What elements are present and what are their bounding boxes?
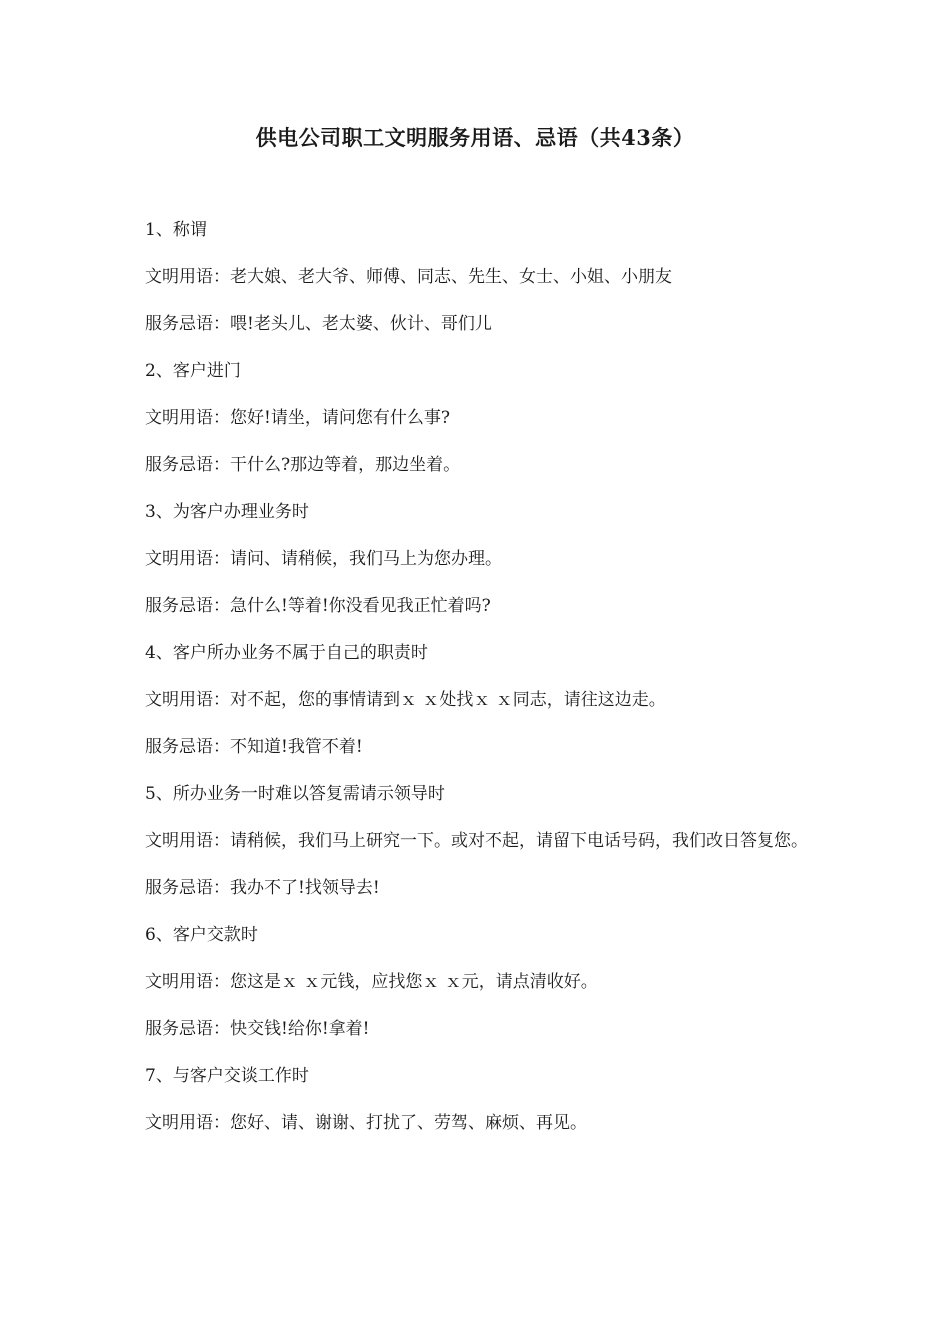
polite-phrases: 文明用语：老大娘、老大爷、师傅、同志、先生、女士、小姐、小朋友 (145, 267, 672, 287)
section-heading: 7、与客户交谈工作时 (145, 1066, 309, 1086)
section-5 (145, 782, 810, 900)
polite-phrases: 文明用语：请稍候，我们马上研究一下。或对不起，请留下电话号码，我们改日答复您。 (145, 831, 808, 851)
section-heading: 6、客户交款时 (145, 925, 258, 945)
polite-phrases: 文明用语：请问、请稍候，我们马上为您办理。 (145, 549, 502, 569)
polite-phrases: 文明用语：您好!请坐，请问您有什么事? (145, 408, 450, 428)
section-heading: 5、所办业务一时难以答复需请示领导时 (145, 784, 445, 804)
document-title: 供电公司职工文明服务用语、忌语（共43条） (255, 125, 695, 150)
taboo-phrases: 服务忌语：不知道!我管不着! (145, 737, 363, 757)
polite-phrases: 文明用语：对不起，您的事情请到ｘ ｘ处找ｘ ｘ同志，请往这边走。 (145, 690, 666, 710)
section-heading: 1、称谓 (145, 220, 207, 240)
taboo-phrases: 服务忌语：干什么?那边等着，那边坐着。 (145, 455, 461, 475)
taboo-phrases: 服务忌语：快交钱!给你!拿着! (145, 1019, 370, 1039)
section-7 (145, 1064, 810, 1135)
polite-phrases: 文明用语：您好、请、谢谢、打扰了、劳驾、麻烦、再见。 (145, 1113, 587, 1133)
section-4 (145, 641, 810, 759)
section-3 (145, 500, 810, 618)
section-heading: 4、客户所办业务不属于自己的职责时 (145, 643, 428, 663)
section-6 (145, 923, 810, 1041)
section-heading: 3、为客户办理业务时 (145, 502, 309, 522)
taboo-phrases: 服务忌语：急什么!等着!你没看见我正忙着吗? (145, 596, 491, 616)
taboo-phrases: 服务忌语：我办不了!找领导去! (145, 878, 380, 898)
polite-phrases: 文明用语：您这是ｘ ｘ元钱，应找您ｘ ｘ元，请点清收好。 (145, 972, 598, 992)
taboo-phrases: 服务忌语：喂!老头儿、老太婆、伙计、哥们儿 (145, 314, 492, 334)
document-body (145, 218, 810, 1158)
section-1 (145, 218, 810, 336)
section-2 (145, 359, 810, 477)
section-heading: 2、客户进门 (145, 361, 241, 381)
